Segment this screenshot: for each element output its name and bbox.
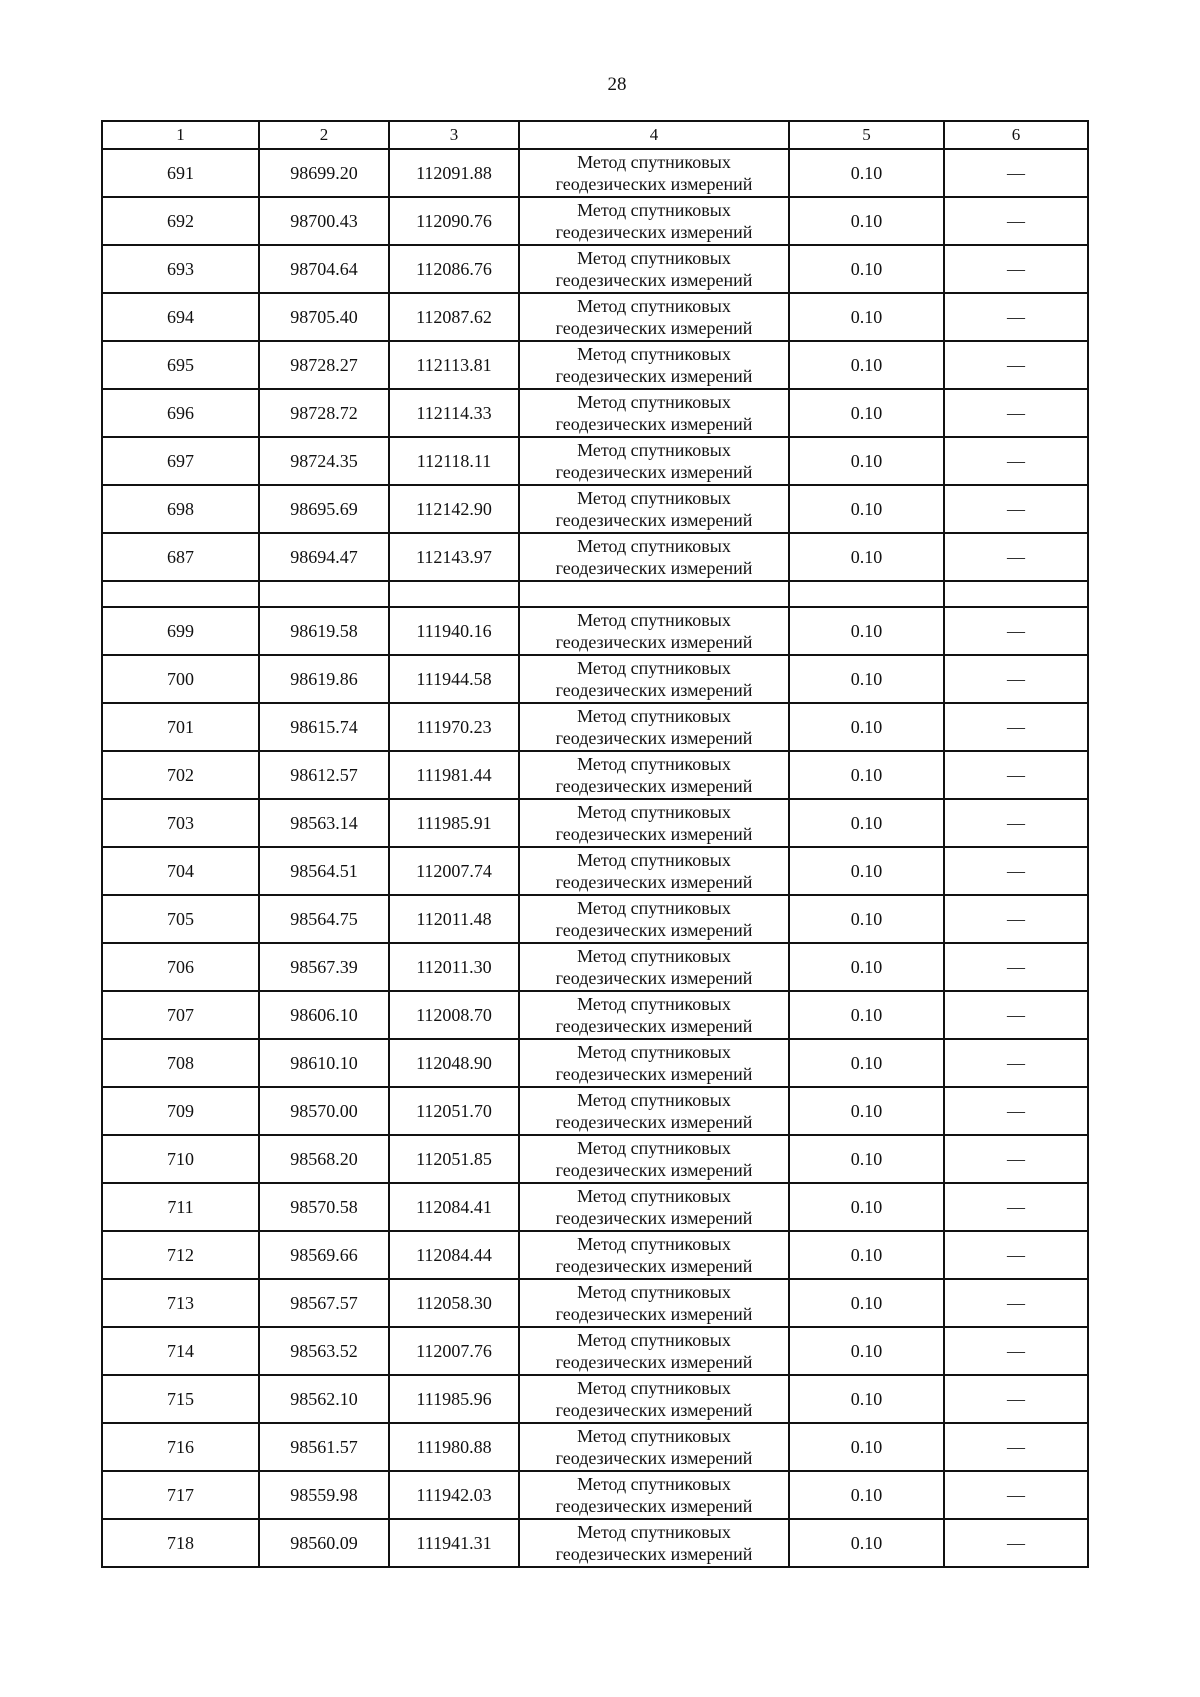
- method-line-1: Метод спутниковых: [577, 1426, 731, 1446]
- method-line-1: Метод спутниковых: [577, 392, 731, 412]
- y-coordinate-cell: 112086.76: [389, 245, 519, 293]
- table-row: [102, 1231, 1088, 1279]
- accuracy-cell: 0.10: [789, 751, 944, 799]
- empty-cell: [789, 581, 944, 607]
- table-row: [102, 655, 1088, 703]
- method-cell: [519, 751, 789, 799]
- method-cell: [519, 1039, 789, 1087]
- empty-cell: [102, 581, 259, 607]
- note-cell: —: [944, 943, 1088, 991]
- note-cell: —: [944, 293, 1088, 341]
- y-coordinate-cell: 112084.44: [389, 1231, 519, 1279]
- column-header: 4: [519, 121, 789, 149]
- x-coordinate-cell: 98695.69: [259, 485, 389, 533]
- note-cell: —: [944, 1135, 1088, 1183]
- accuracy-cell: 0.10: [789, 1279, 944, 1327]
- accuracy-cell: 0.10: [789, 703, 944, 751]
- accuracy-cell: 0.10: [789, 799, 944, 847]
- method-cell: [519, 341, 789, 389]
- method-line-2: геодезических измерений: [555, 1496, 753, 1516]
- y-coordinate-cell: 112011.48: [389, 895, 519, 943]
- x-coordinate-cell: 98563.14: [259, 799, 389, 847]
- method-cell: [519, 485, 789, 533]
- y-coordinate-cell: 111940.16: [389, 607, 519, 655]
- method-line-2: геодезических измерений: [555, 824, 753, 844]
- method-line-2: геодезических измерений: [555, 680, 753, 700]
- y-coordinate-cell: 111942.03: [389, 1471, 519, 1519]
- method-line-2: геодезических измерений: [555, 728, 753, 748]
- accuracy-cell: 0.10: [789, 943, 944, 991]
- table-row: [102, 149, 1088, 197]
- table-row: [102, 533, 1088, 581]
- empty-cell: [389, 581, 519, 607]
- method-line-2: геодезических измерений: [555, 1208, 753, 1228]
- accuracy-cell: 0.10: [789, 341, 944, 389]
- accuracy-cell: 0.10: [789, 293, 944, 341]
- method-cell: [519, 703, 789, 751]
- x-coordinate-cell: 98728.72: [259, 389, 389, 437]
- note-cell: —: [944, 533, 1088, 581]
- x-coordinate-cell: 98610.10: [259, 1039, 389, 1087]
- header-row: [102, 121, 1088, 149]
- method-line-1: Метод спутниковых: [577, 802, 731, 822]
- method-line-2: геодезических измерений: [555, 270, 753, 290]
- method-line-1: Метод спутниковых: [577, 1186, 731, 1206]
- y-coordinate-cell: 112007.74: [389, 847, 519, 895]
- point-number-cell: 695: [102, 341, 259, 389]
- accuracy-cell: 0.10: [789, 847, 944, 895]
- table-row: [102, 1327, 1088, 1375]
- point-number-cell: 714: [102, 1327, 259, 1375]
- y-coordinate-cell: 112091.88: [389, 149, 519, 197]
- method-line-1: Метод спутниковых: [577, 248, 731, 268]
- method-cell: [519, 1423, 789, 1471]
- method-cell: [519, 1471, 789, 1519]
- point-number-cell: 708: [102, 1039, 259, 1087]
- table-row: [102, 895, 1088, 943]
- table-row: [102, 703, 1088, 751]
- accuracy-cell: 0.10: [789, 1519, 944, 1567]
- y-coordinate-cell: 112058.30: [389, 1279, 519, 1327]
- point-number-cell: 710: [102, 1135, 259, 1183]
- x-coordinate-cell: 98705.40: [259, 293, 389, 341]
- method-cell: [519, 1519, 789, 1567]
- method-line-1: Метод спутниковых: [577, 610, 731, 630]
- point-number-cell: 709: [102, 1087, 259, 1135]
- x-coordinate-cell: 98570.00: [259, 1087, 389, 1135]
- method-line-2: геодезических измерений: [555, 1016, 753, 1036]
- accuracy-cell: 0.10: [789, 1231, 944, 1279]
- point-number-cell: 705: [102, 895, 259, 943]
- y-coordinate-cell: 111970.23: [389, 703, 519, 751]
- x-coordinate-cell: 98567.39: [259, 943, 389, 991]
- table-row: [102, 1087, 1088, 1135]
- point-number-cell: 699: [102, 607, 259, 655]
- method-cell: [519, 847, 789, 895]
- table-row: [102, 1375, 1088, 1423]
- accuracy-cell: 0.10: [789, 607, 944, 655]
- x-coordinate-cell: 98606.10: [259, 991, 389, 1039]
- point-number-cell: 691: [102, 149, 259, 197]
- note-cell: —: [944, 1327, 1088, 1375]
- x-coordinate-cell: 98724.35: [259, 437, 389, 485]
- y-coordinate-cell: 111985.91: [389, 799, 519, 847]
- note-cell: —: [944, 1087, 1088, 1135]
- method-line-1: Метод спутниковых: [577, 1138, 731, 1158]
- method-line-2: геодезических измерений: [555, 510, 753, 530]
- column-header: 5: [789, 121, 944, 149]
- table-row: [102, 485, 1088, 533]
- method-line-2: геодезических измерений: [555, 968, 753, 988]
- accuracy-cell: 0.10: [789, 655, 944, 703]
- note-cell: —: [944, 149, 1088, 197]
- method-cell: [519, 991, 789, 1039]
- note-cell: —: [944, 1519, 1088, 1567]
- method-cell: [519, 245, 789, 293]
- note-cell: —: [944, 751, 1088, 799]
- note-cell: —: [944, 799, 1088, 847]
- y-coordinate-cell: 112007.76: [389, 1327, 519, 1375]
- point-number-cell: 711: [102, 1183, 259, 1231]
- point-number-cell: 703: [102, 799, 259, 847]
- method-line-1: Метод спутниковых: [577, 1042, 731, 1062]
- note-cell: —: [944, 991, 1088, 1039]
- table-row: [102, 1183, 1088, 1231]
- y-coordinate-cell: 111981.44: [389, 751, 519, 799]
- note-cell: —: [944, 655, 1088, 703]
- column-header: 3: [389, 121, 519, 149]
- x-coordinate-cell: 98560.09: [259, 1519, 389, 1567]
- method-line-1: Метод спутниковых: [577, 152, 731, 172]
- method-line-2: геодезических измерений: [555, 1544, 753, 1564]
- point-number-cell: 717: [102, 1471, 259, 1519]
- table-body: [102, 149, 1088, 1567]
- note-cell: —: [944, 1375, 1088, 1423]
- table-gap-row: [102, 581, 1088, 607]
- method-line-1: Метод спутниковых: [577, 488, 731, 508]
- column-header: 2: [259, 121, 389, 149]
- method-line-2: геодезических измерений: [555, 222, 753, 242]
- accuracy-cell: 0.10: [789, 1375, 944, 1423]
- y-coordinate-cell: 111944.58: [389, 655, 519, 703]
- table-row: [102, 607, 1088, 655]
- method-line-2: геодезических измерений: [555, 414, 753, 434]
- accuracy-cell: 0.10: [789, 991, 944, 1039]
- method-line-2: геодезических измерений: [555, 1160, 753, 1180]
- table-row: [102, 293, 1088, 341]
- method-line-2: геодезических измерений: [555, 920, 753, 940]
- point-number-cell: 692: [102, 197, 259, 245]
- y-coordinate-cell: 112084.41: [389, 1183, 519, 1231]
- table-row: [102, 389, 1088, 437]
- x-coordinate-cell: 98728.27: [259, 341, 389, 389]
- method-line-2: геодезических измерений: [555, 632, 753, 652]
- point-number-cell: 700: [102, 655, 259, 703]
- x-coordinate-cell: 98699.20: [259, 149, 389, 197]
- method-line-1: Метод спутниковых: [577, 658, 731, 678]
- method-line-1: Метод спутниковых: [577, 200, 731, 220]
- column-header: 6: [944, 121, 1088, 149]
- x-coordinate-cell: 98694.47: [259, 533, 389, 581]
- table-row: [102, 341, 1088, 389]
- method-line-1: Метод спутниковых: [577, 1090, 731, 1110]
- method-line-1: Метод спутниковых: [577, 1282, 731, 1302]
- accuracy-cell: 0.10: [789, 1327, 944, 1375]
- method-line-1: Метод спутниковых: [577, 754, 731, 774]
- y-coordinate-cell: 112113.81: [389, 341, 519, 389]
- note-cell: —: [944, 1183, 1088, 1231]
- note-cell: —: [944, 437, 1088, 485]
- y-coordinate-cell: 112011.30: [389, 943, 519, 991]
- point-number-cell: 696: [102, 389, 259, 437]
- x-coordinate-cell: 98563.52: [259, 1327, 389, 1375]
- accuracy-cell: 0.10: [789, 197, 944, 245]
- method-line-2: геодезических измерений: [555, 776, 753, 796]
- point-number-cell: 693: [102, 245, 259, 293]
- method-cell: [519, 1279, 789, 1327]
- method-line-1: Метод спутниковых: [577, 898, 731, 918]
- method-line-2: геодезических измерений: [555, 318, 753, 338]
- x-coordinate-cell: 98559.98: [259, 1471, 389, 1519]
- x-coordinate-cell: 98619.86: [259, 655, 389, 703]
- method-line-1: Метод спутниковых: [577, 440, 731, 460]
- point-number-cell: 704: [102, 847, 259, 895]
- method-line-2: геодезических измерений: [555, 1112, 753, 1132]
- y-coordinate-cell: 112008.70: [389, 991, 519, 1039]
- method-line-2: геодезических измерений: [555, 366, 753, 386]
- accuracy-cell: 0.10: [789, 1039, 944, 1087]
- method-cell: [519, 799, 789, 847]
- x-coordinate-cell: 98570.58: [259, 1183, 389, 1231]
- y-coordinate-cell: 112143.97: [389, 533, 519, 581]
- table-row: [102, 197, 1088, 245]
- page-number: 28: [607, 74, 627, 95]
- note-cell: —: [944, 485, 1088, 533]
- x-coordinate-cell: 98619.58: [259, 607, 389, 655]
- note-cell: —: [944, 1279, 1088, 1327]
- method-cell: [519, 1375, 789, 1423]
- note-cell: —: [944, 341, 1088, 389]
- x-coordinate-cell: 98569.66: [259, 1231, 389, 1279]
- note-cell: —: [944, 389, 1088, 437]
- note-cell: —: [944, 1231, 1088, 1279]
- note-cell: —: [944, 245, 1088, 293]
- y-coordinate-cell: 111985.96: [389, 1375, 519, 1423]
- note-cell: —: [944, 1039, 1088, 1087]
- method-line-2: геодезических измерений: [555, 1304, 753, 1324]
- column-header: 1: [102, 121, 259, 149]
- point-number-cell: 697: [102, 437, 259, 485]
- x-coordinate-cell: 98704.64: [259, 245, 389, 293]
- y-coordinate-cell: 111941.31: [389, 1519, 519, 1567]
- point-number-cell: 713: [102, 1279, 259, 1327]
- y-coordinate-cell: 112051.85: [389, 1135, 519, 1183]
- y-coordinate-cell: 112090.76: [389, 197, 519, 245]
- accuracy-cell: 0.10: [789, 245, 944, 293]
- point-number-cell: 694: [102, 293, 259, 341]
- method-line-2: геодезических измерений: [555, 1400, 753, 1420]
- point-number-cell: 701: [102, 703, 259, 751]
- method-line-1: Метод спутниковых: [577, 1330, 731, 1350]
- accuracy-cell: 0.10: [789, 149, 944, 197]
- method-line-1: Метод спутниковых: [577, 1474, 731, 1494]
- accuracy-cell: 0.10: [789, 1423, 944, 1471]
- table-row: [102, 943, 1088, 991]
- accuracy-cell: 0.10: [789, 1135, 944, 1183]
- method-cell: [519, 1135, 789, 1183]
- point-number-cell: 715: [102, 1375, 259, 1423]
- accuracy-cell: 0.10: [789, 1183, 944, 1231]
- method-line-2: геодезических измерений: [555, 1352, 753, 1372]
- table-row: [102, 799, 1088, 847]
- table-row: [102, 751, 1088, 799]
- y-coordinate-cell: 112087.62: [389, 293, 519, 341]
- table-row: [102, 1423, 1088, 1471]
- point-number-cell: 702: [102, 751, 259, 799]
- note-cell: —: [944, 197, 1088, 245]
- table-row: [102, 1519, 1088, 1567]
- point-number-cell: 687: [102, 533, 259, 581]
- accuracy-cell: 0.10: [789, 437, 944, 485]
- accuracy-cell: 0.10: [789, 1471, 944, 1519]
- y-coordinate-cell: 111980.88: [389, 1423, 519, 1471]
- method-line-1: Метод спутниковых: [577, 1378, 731, 1398]
- point-number-cell: 706: [102, 943, 259, 991]
- table-row: [102, 245, 1088, 293]
- coordinates-table: [101, 120, 1089, 1568]
- method-line-1: Метод спутниковых: [577, 1234, 731, 1254]
- method-line-2: геодезических измерений: [555, 1064, 753, 1084]
- method-cell: [519, 149, 789, 197]
- x-coordinate-cell: 98567.57: [259, 1279, 389, 1327]
- method-cell: [519, 197, 789, 245]
- method-cell: [519, 293, 789, 341]
- point-number-cell: 718: [102, 1519, 259, 1567]
- table-row: [102, 1039, 1088, 1087]
- x-coordinate-cell: 98562.10: [259, 1375, 389, 1423]
- x-coordinate-cell: 98615.74: [259, 703, 389, 751]
- method-cell: [519, 533, 789, 581]
- note-cell: —: [944, 607, 1088, 655]
- accuracy-cell: 0.10: [789, 895, 944, 943]
- empty-cell: [944, 581, 1088, 607]
- x-coordinate-cell: 98564.75: [259, 895, 389, 943]
- method-cell: [519, 655, 789, 703]
- method-line-1: Метод спутниковых: [577, 706, 731, 726]
- empty-cell: [259, 581, 389, 607]
- x-coordinate-cell: 98564.51: [259, 847, 389, 895]
- y-coordinate-cell: 112142.90: [389, 485, 519, 533]
- method-line-1: Метод спутниковых: [577, 1522, 731, 1542]
- method-line-2: геодезических измерений: [555, 872, 753, 892]
- accuracy-cell: 0.10: [789, 533, 944, 581]
- method-line-1: Метод спутниковых: [577, 946, 731, 966]
- y-coordinate-cell: 112118.11: [389, 437, 519, 485]
- accuracy-cell: 0.10: [789, 1087, 944, 1135]
- method-line-2: геодезических измерений: [555, 462, 753, 482]
- note-cell: —: [944, 703, 1088, 751]
- method-cell: [519, 389, 789, 437]
- note-cell: —: [944, 1423, 1088, 1471]
- method-line-1: Метод спутниковых: [577, 344, 731, 364]
- point-number-cell: 698: [102, 485, 259, 533]
- table-row: [102, 1471, 1088, 1519]
- method-cell: [519, 1231, 789, 1279]
- empty-cell: [519, 581, 789, 607]
- method-line-1: Метод спутниковых: [577, 536, 731, 556]
- method-cell: [519, 943, 789, 991]
- point-number-cell: 712: [102, 1231, 259, 1279]
- method-line-2: геодезических измерений: [555, 1448, 753, 1468]
- method-line-2: геодезических измерений: [555, 1256, 753, 1276]
- method-cell: [519, 1327, 789, 1375]
- table-row: [102, 991, 1088, 1039]
- method-cell: [519, 895, 789, 943]
- accuracy-cell: 0.10: [789, 389, 944, 437]
- y-coordinate-cell: 112114.33: [389, 389, 519, 437]
- y-coordinate-cell: 112051.70: [389, 1087, 519, 1135]
- table-row: [102, 1135, 1088, 1183]
- method-line-2: геодезических измерений: [555, 558, 753, 578]
- method-cell: [519, 1183, 789, 1231]
- point-number-cell: 707: [102, 991, 259, 1039]
- x-coordinate-cell: 98568.20: [259, 1135, 389, 1183]
- note-cell: —: [944, 895, 1088, 943]
- method-cell: [519, 437, 789, 485]
- accuracy-cell: 0.10: [789, 485, 944, 533]
- method-line-2: геодезических измерений: [555, 174, 753, 194]
- table-row: [102, 1279, 1088, 1327]
- method-line-1: Метод спутниковых: [577, 994, 731, 1014]
- x-coordinate-cell: 98700.43: [259, 197, 389, 245]
- method-line-1: Метод спутниковых: [577, 850, 731, 870]
- table-row: [102, 437, 1088, 485]
- x-coordinate-cell: 98561.57: [259, 1423, 389, 1471]
- x-coordinate-cell: 98612.57: [259, 751, 389, 799]
- y-coordinate-cell: 112048.90: [389, 1039, 519, 1087]
- table-row: [102, 847, 1088, 895]
- method-cell: [519, 607, 789, 655]
- point-number-cell: 716: [102, 1423, 259, 1471]
- note-cell: —: [944, 1471, 1088, 1519]
- note-cell: —: [944, 847, 1088, 895]
- method-line-1: Метод спутниковых: [577, 296, 731, 316]
- method-cell: [519, 1087, 789, 1135]
